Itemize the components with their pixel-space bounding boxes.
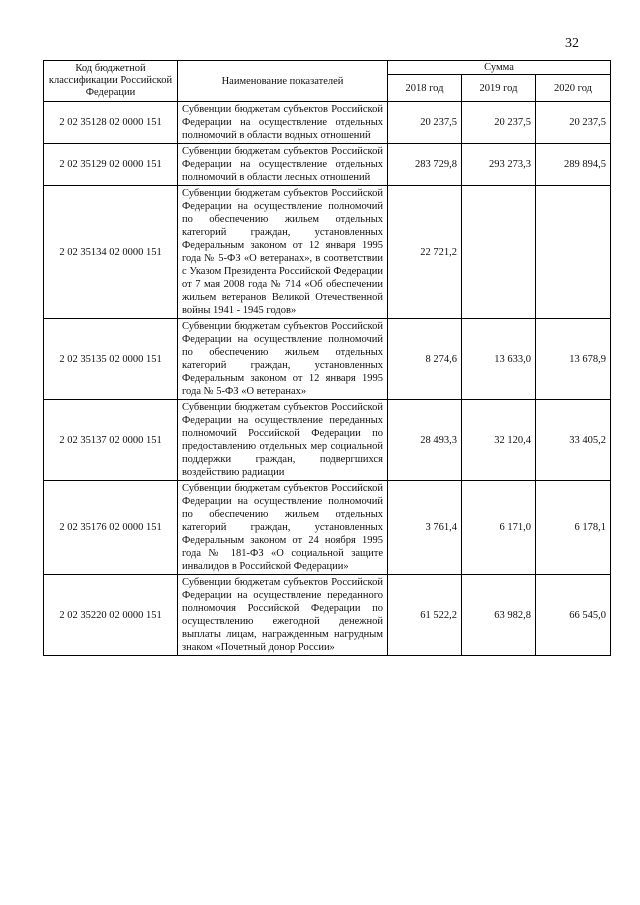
row-name: Субвенции бюджетам субъектов Российской Федерации на осуществление переданных полномочий Российской Федерации по предоставлению отдельных мер социальной поддержки граждан, подвергшихся воздействию радиации: [178, 400, 388, 481]
row-value-2019: [462, 186, 536, 319]
row-code: 2 02 35137 02 0000 151: [44, 400, 178, 481]
row-name: Субвенции бюджетам субъектов Российской Федерации на осуществление переданного полномочия Российской Федерации по осуществлению ежегодной денежной выплаты лицам, награжденным нагрудным знаком «Почетный донор России»: [178, 575, 388, 656]
table-row: [44, 400, 611, 481]
row-value-2019: 6 171,0: [462, 481, 536, 575]
table-row: [44, 144, 611, 186]
row-value-2018: 20 237,5: [388, 102, 462, 144]
header-year-2020: 2020 год: [536, 75, 611, 102]
row-name: Субвенции бюджетам субъектов Российской Федерации на осуществление отдельных полномочий в области лесных отношений: [178, 144, 388, 186]
row-value-2019: 63 982,8: [462, 575, 536, 656]
row-value-2019: 20 237,5: [462, 102, 536, 144]
table-body: [44, 102, 611, 656]
table-header: [44, 61, 611, 102]
row-code: 2 02 35220 02 0000 151: [44, 575, 178, 656]
table-row: [44, 575, 611, 656]
header-code: Код бюджетной классификации Российской Федерации: [44, 61, 178, 102]
row-value-2018: 283 729,8: [388, 144, 462, 186]
row-value-2018: 3 761,4: [388, 481, 462, 575]
row-value-2020: 6 178,1: [536, 481, 611, 575]
row-value-2019: 13 633,0: [462, 319, 536, 400]
row-value-2019: 32 120,4: [462, 400, 536, 481]
row-code: 2 02 35129 02 0000 151: [44, 144, 178, 186]
row-code: 2 02 35176 02 0000 151: [44, 481, 178, 575]
row-value-2018: 22 721,2: [388, 186, 462, 319]
row-value-2020: 66 545,0: [536, 575, 611, 656]
table-row: [44, 481, 611, 575]
row-code: 2 02 35128 02 0000 151: [44, 102, 178, 144]
row-name: Субвенции бюджетам субъектов Российской Федерации на осуществление полномочий по обеспечению жильем отдельных категорий граждан, установленных Федеральным законом от 12 января 1995 года № 5-ФЗ «О ветеранах»: [178, 319, 388, 400]
row-value-2018: 61 522,2: [388, 575, 462, 656]
header-year-2018: 2018 год: [388, 75, 462, 102]
row-name: Субвенции бюджетам субъектов Российской Федерации на осуществление полномочий по обеспечению жильем отдельных категорий граждан, установленных Федеральным законом от 24 ноября 1995 года № 181-ФЗ «О социальной защите инвалидов в Российской Федерации»: [178, 481, 388, 575]
page-number: 32: [565, 36, 579, 51]
header-name: Наименование показателей: [178, 61, 388, 102]
row-value-2020: 20 237,5: [536, 102, 611, 144]
header-year-2019: 2019 год: [462, 75, 536, 102]
header-sum: Сумма: [388, 61, 611, 75]
row-code: 2 02 35135 02 0000 151: [44, 319, 178, 400]
row-value-2018: 8 274,6: [388, 319, 462, 400]
row-value-2019: 293 273,3: [462, 144, 536, 186]
row-code: 2 02 35134 02 0000 151: [44, 186, 178, 319]
table-row: [44, 102, 611, 144]
row-value-2020: 33 405,2: [536, 400, 611, 481]
row-value-2020: 13 678,9: [536, 319, 611, 400]
row-value-2020: [536, 186, 611, 319]
budget-table: [43, 60, 611, 656]
row-value-2020: 289 894,5: [536, 144, 611, 186]
row-name: Субвенции бюджетам субъектов Российской Федерации на осуществление полномочий по обеспечению жильем отдельных категорий граждан, установленных Федеральным законом от 12 января 1995 года № 5-ФЗ «О ветеранах», в соответствии с Указом Президента Российской Федерации от 7 мая 2008 года № 714 «Об обеспечении жильем ветеранов Великой Отечественной войны 1941 - 1945 годов»: [178, 186, 388, 319]
table-row: [44, 319, 611, 400]
table-row: [44, 186, 611, 319]
row-value-2018: 28 493,3: [388, 400, 462, 481]
row-name: Субвенции бюджетам субъектов Российской Федерации на осуществление отдельных полномочий в области водных отношений: [178, 102, 388, 144]
